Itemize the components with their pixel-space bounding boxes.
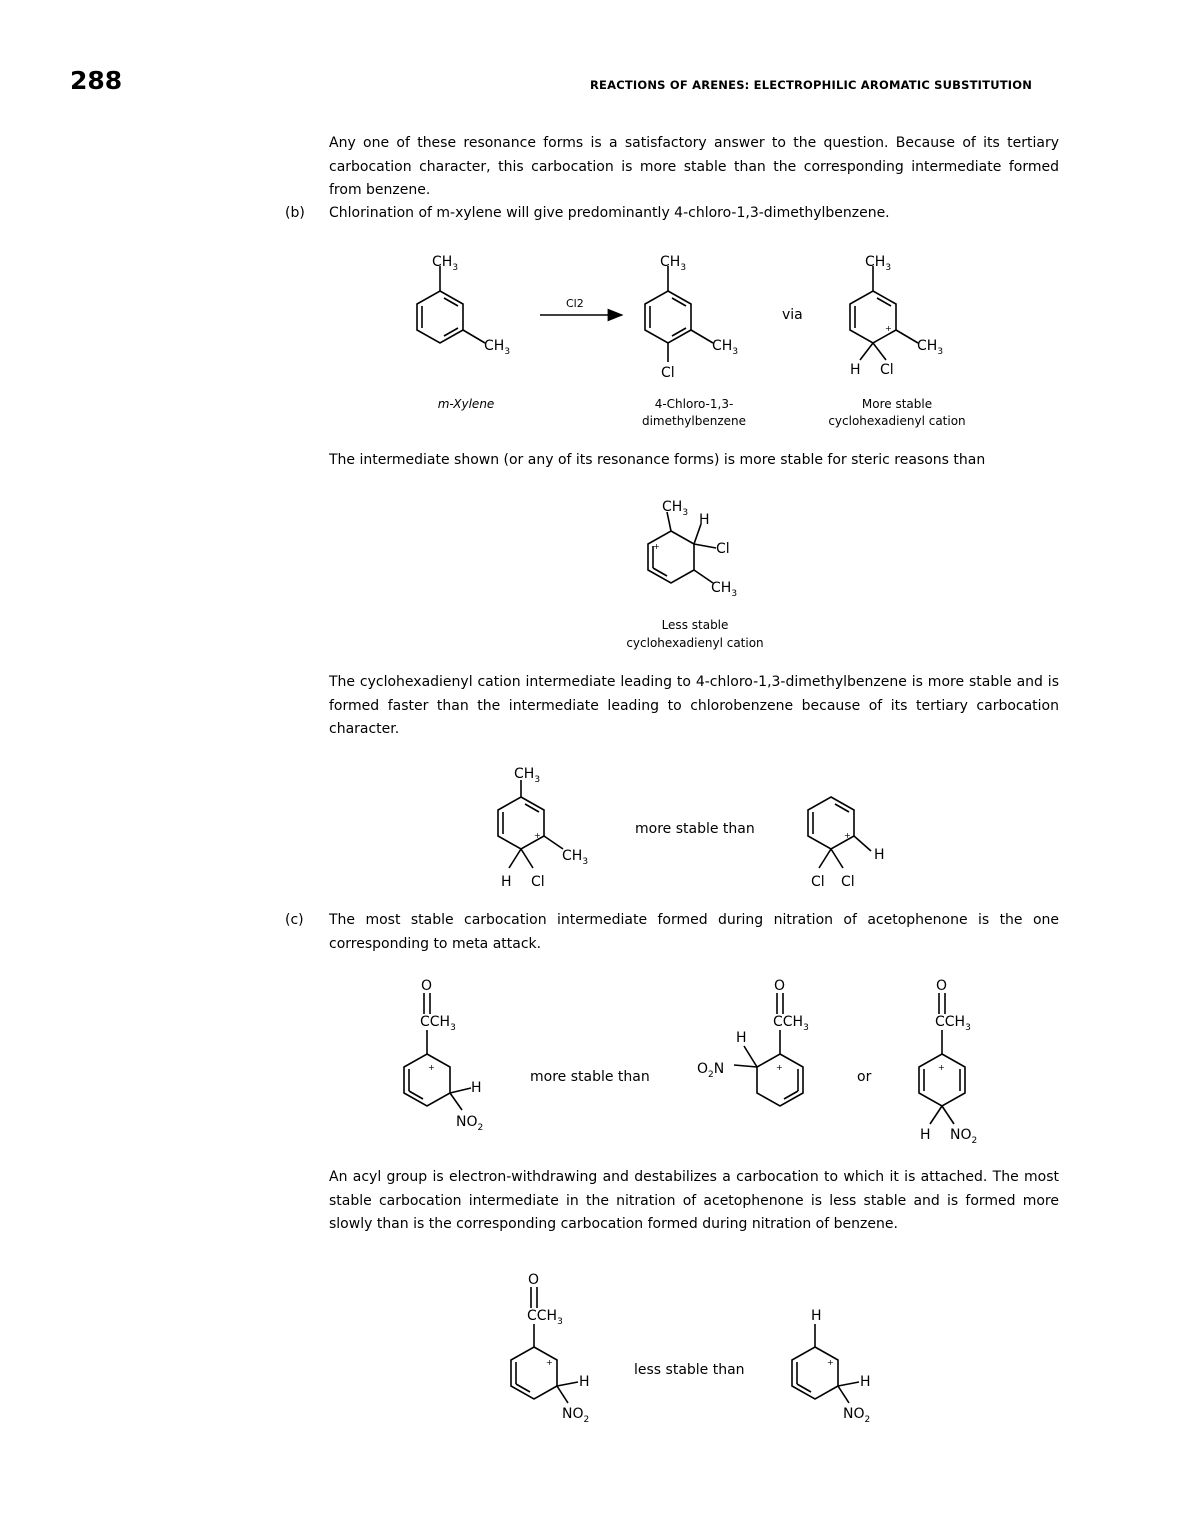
svg-text:Cl: Cl — [661, 365, 675, 381]
part-b-label: (b) — [285, 205, 305, 221]
svg-text:+: + — [653, 542, 660, 551]
part-b-text: Chlorination of m-xylene will give predominantly 4-chloro-1,3-dimethylbenzene. — [329, 205, 890, 221]
svg-text:H: H — [736, 1030, 747, 1046]
or-label: or — [857, 1069, 872, 1085]
svg-text:Cl: Cl — [716, 541, 730, 557]
svg-text:+: + — [546, 1358, 553, 1367]
svg-text:CCH3: $CCH_3$ — [773, 1014, 809, 1033]
svg-text:H: H — [811, 1308, 822, 1324]
svg-text:NO2: $NO_2$ — [562, 1406, 590, 1425]
via-label: via — [782, 307, 803, 323]
svg-text:H: H — [874, 847, 885, 863]
running-head: REACTIONS OF ARENES: ELECTROPHILIC AROMATIC SUBSTITUTION — [590, 78, 1033, 92]
svg-text:O: O — [421, 978, 433, 994]
chloro-dimethylbenzene-structure — [645, 254, 738, 381]
less-stable-cation-structure — [648, 499, 737, 599]
meta-attack-cation-structure — [404, 978, 483, 1133]
reagent-cl2: Cl2 — [566, 297, 584, 310]
svg-text:CH3: $CH_3$ — [865, 254, 892, 273]
svg-text:O: O — [774, 978, 786, 994]
svg-text:NO2: $NO_2$ — [456, 1114, 484, 1133]
svg-text:Cl: Cl — [841, 874, 855, 890]
ortho-attack-cation-structure — [697, 978, 809, 1106]
svg-text:CH3: $CH_3$ — [432, 254, 459, 273]
svg-text:+: + — [938, 1063, 945, 1072]
caption-product-line2: dimethylbenzene — [641, 414, 747, 428]
paragraph-resonance-forms: Any one of these resonance forms is a satisfactory answer to the question. Because of its tertiary carbocation character, this carbocation is more stable than the corresponding intermediate formed from benzene. — [329, 135, 1059, 198]
svg-text:+: + — [534, 831, 541, 840]
para-attack-cation-structure — [919, 978, 977, 1146]
svg-text:CCH3: $CCH_3$ — [420, 1014, 456, 1033]
svg-text:H: H — [501, 874, 512, 890]
svg-text:H: H — [579, 1374, 590, 1390]
svg-text:Cl: Cl — [811, 874, 825, 890]
svg-text:CH3: $CH_3$ — [711, 580, 738, 599]
svg-text:+: + — [844, 831, 851, 840]
svg-text:H: H — [850, 362, 861, 378]
svg-text:H: H — [699, 512, 710, 528]
svg-text:CCH3: $CCH_3$ — [527, 1308, 563, 1327]
svg-text:H: H — [471, 1080, 482, 1096]
svg-text:CH3: $CH_3$ — [712, 338, 739, 357]
svg-text:Cl: Cl — [880, 362, 894, 378]
comparison-more-stable-2: more stable than — [530, 1069, 650, 1085]
svg-text:CCH3: $CCH_3$ — [935, 1014, 971, 1033]
svg-text:+: + — [776, 1063, 783, 1072]
paragraph-steric: The intermediate shown (or any of its resonance forms) is more stable for steric reasons than — [329, 452, 986, 468]
chlorobenzene-cation-structure — [808, 797, 885, 890]
svg-text:CH3: $CH_3$ — [484, 338, 511, 357]
page-number: 288 — [70, 66, 123, 95]
caption-less-stable-line2: cyclohexadienyl cation — [626, 636, 764, 650]
more-stable-cation-structure — [850, 254, 943, 378]
svg-text:CH3: $CH_3$ — [660, 254, 687, 273]
svg-text:O2N: $O_2N$ — [697, 1061, 725, 1080]
dimethyl-cation-structure — [498, 766, 588, 890]
svg-text:CH3: $CH_3$ — [662, 499, 689, 518]
svg-text:NO2: $NO_2$ — [843, 1406, 871, 1425]
paragraph-acyl-group: An acyl group is electron-withdrawing and destabilizes a carbocation to which it is attached. The most stable carbocation intermediate in the nitration of acetophenone is less stable and is formed more slowly than is the corresponding carbocation formed during nitration of benzene. — [329, 1169, 1059, 1232]
caption-less-stable-line1: Less stable — [661, 618, 729, 632]
svg-text:+: + — [827, 1358, 834, 1367]
caption-cation-line1: More stable — [861, 397, 933, 411]
paragraph-tertiary-cation: The cyclohexadienyl cation intermediate leading to 4-chloro-1,3-dimethylbenzene is more stable and is formed faster than the intermediate leading to chlorobenzene because of its tertiary carbocation character. — [329, 674, 1059, 737]
svg-text:H: H — [860, 1374, 871, 1390]
comparison-less-stable: less stable than — [634, 1362, 745, 1378]
svg-text:NO2: $NO_2$ — [950, 1127, 978, 1146]
svg-text:CH3: $CH_3$ — [917, 338, 944, 357]
acetophenone-nitration-cation-structure — [511, 1272, 590, 1425]
caption-cation-line2: cyclohexadienyl cation — [828, 414, 966, 428]
svg-text:+: + — [885, 324, 892, 333]
svg-text:CH3: $CH_3$ — [514, 766, 541, 785]
part-c-label: (c) — [285, 912, 304, 928]
m-xylene-structure — [417, 254, 510, 357]
caption-product-line1: 4-Chloro-1,3- — [654, 397, 734, 411]
svg-text:+: + — [428, 1063, 435, 1072]
caption-m-xylene: m-Xylene — [437, 397, 495, 411]
svg-text:CH3: $CH_3$ — [562, 848, 589, 867]
svg-text:Cl: Cl — [531, 874, 545, 890]
svg-text:H: H — [920, 1127, 931, 1143]
part-c-text: The most stable carbocation intermediate formed during nitration of acetophenone is the one corresponding to meta attack. — [329, 912, 1059, 952]
svg-text:O: O — [528, 1272, 540, 1288]
benzene-nitration-cation-structure — [792, 1308, 871, 1425]
comparison-more-stable-1: more stable than — [635, 821, 755, 837]
svg-text:O: O — [936, 978, 948, 994]
